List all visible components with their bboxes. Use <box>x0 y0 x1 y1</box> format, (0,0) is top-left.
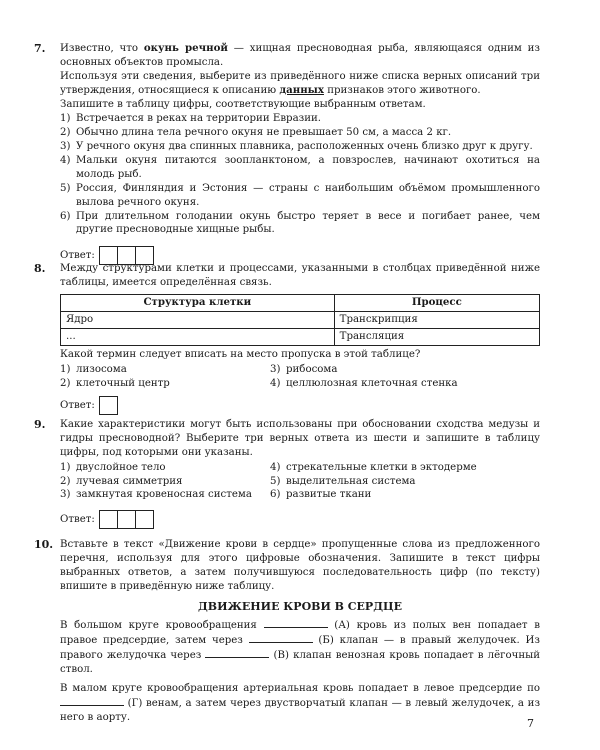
answer-row <box>60 396 540 415</box>
table-header: Процесс <box>334 294 539 311</box>
question-7 <box>34 42 540 265</box>
option: 4) стрекательные клетки в эктодерме <box>270 461 477 473</box>
answer-cell[interactable] <box>117 510 136 529</box>
question-number: 9. <box>34 418 46 431</box>
option: 2) клеточный центр <box>60 377 170 389</box>
answer-cell[interactable] <box>135 510 154 529</box>
question-intro: Известно, что окунь речной — хищная пресноводная рыба, являющаяся одним из основных объектов промысла. <box>60 42 540 68</box>
answer-cell[interactable] <box>99 396 118 415</box>
blank-A[interactable] <box>264 618 328 628</box>
option: 1) двуслойное тело <box>60 461 166 473</box>
question-instruction: Используя эти сведения, выберите из приведённого ниже списка верных описаний три утверждения, относящиеся к описанию данных признаков этого животного. <box>60 70 540 96</box>
question-8 <box>34 262 540 415</box>
blank-D[interactable] <box>60 696 124 706</box>
options-grid <box>60 461 540 503</box>
question-intro: Какие характеристики могут быть использованы при обосновании сходства медузы и гидры пресноводной? Выберите три верных ответа из шести и запишите в таблицу цифры, под которыми они указаны. <box>60 419 540 458</box>
options-grid <box>60 363 540 391</box>
option: 4) целлюлозная клеточная стенка <box>270 377 458 389</box>
question-text: Какой термин следует вписать на место пропуска в этой таблице? <box>60 348 421 360</box>
table-row <box>61 328 540 345</box>
relation-table <box>60 294 540 346</box>
question-10 <box>34 538 541 725</box>
table-cell: Трансляция <box>334 328 539 345</box>
answer-row <box>60 510 540 529</box>
option: 3) У речного окуня два спинных плавника, расположенных очень близко друг к другу. <box>60 141 533 153</box>
blank-C[interactable] <box>205 648 269 658</box>
option: 1) лизосома <box>60 363 127 375</box>
answer-label: Ответ: <box>60 513 95 525</box>
fill-text-paragraph: В большом круге кровообращения (А) кровь из полых вен попадает в правое предсердие, затем через (Б) клапан — в правый желудочек. Из правого желудочка через (В) клапан венозная кровь попадает в лёгочный ствол. <box>60 620 541 676</box>
table-cell: Ядро <box>61 311 335 328</box>
blank-B[interactable] <box>249 633 313 643</box>
text-heading: ДВИЖЕНИЕ КРОВИ В СЕРДЦЕ <box>198 599 402 613</box>
question-instruction-2: Запишите в таблицу цифры, соответствующие выбранным ответам. <box>60 98 426 110</box>
question-number: 7. <box>34 42 46 55</box>
option: 6) развитые ткани <box>270 489 372 501</box>
option: 2) лучевая симметрия <box>60 475 183 487</box>
question-number: 10. <box>34 538 54 551</box>
question-number: 8. <box>34 262 46 275</box>
table-cell: ... <box>61 328 335 345</box>
answer-label: Ответ: <box>60 249 95 261</box>
table-header: Структура клетки <box>61 294 335 311</box>
option: 3) замкнутая кровеносная система <box>60 489 252 501</box>
question-9 <box>34 418 540 529</box>
option: 6) При длительном голодании окунь быстро теряет в весе и погибает ранее, чем другие пресноводные хищные рыбы. <box>60 210 540 236</box>
answer-label: Ответ: <box>60 399 95 411</box>
option: 4) Мальки окуня питаются зоопланктоном, а повзрослев, начинают охотиться на молодь рыб. <box>60 155 540 180</box>
page-number: 7 <box>527 717 534 731</box>
option: 5) Россия, Финляндия и Эстония — страны с наибольшим объёмом промышленного вылова речного окуня. <box>60 182 540 208</box>
options-list <box>60 112 540 237</box>
option: 1) Встречается в реках на территории Евразии. <box>60 113 322 125</box>
table-row <box>61 311 540 328</box>
answer-cell[interactable] <box>99 510 118 529</box>
option: 2) Обычно длина тела речного окуня не превышает 50 см, а масса 2 кг. <box>60 127 452 139</box>
fill-text-paragraph: В малом круге кровообращения артериальная кровь попадает в левое предсердие по (Г) венам, а затем через двустворчатый клапан — в левый желудочек, а из него в аорту. <box>60 682 540 723</box>
option: 5) выделительная система <box>270 475 416 487</box>
option: 3) рибосома <box>270 363 338 375</box>
table-cell: Транскрипция <box>334 311 539 328</box>
question-intro: Между структурами клетки и процессами, указанными в столбцах приведённой ниже таблицы, имеется определённая связь. <box>60 263 540 288</box>
question-intro: Вставьте в текст «Движение крови в сердце» пропущенные слова из предложенного перечня, используя для этого цифровые обозначения. Запишите в текст цифры выбранных ответов, а затем получившуюся последовательность цифр (по тексту) впишите в приведённую ниже таблицу. <box>60 539 540 592</box>
